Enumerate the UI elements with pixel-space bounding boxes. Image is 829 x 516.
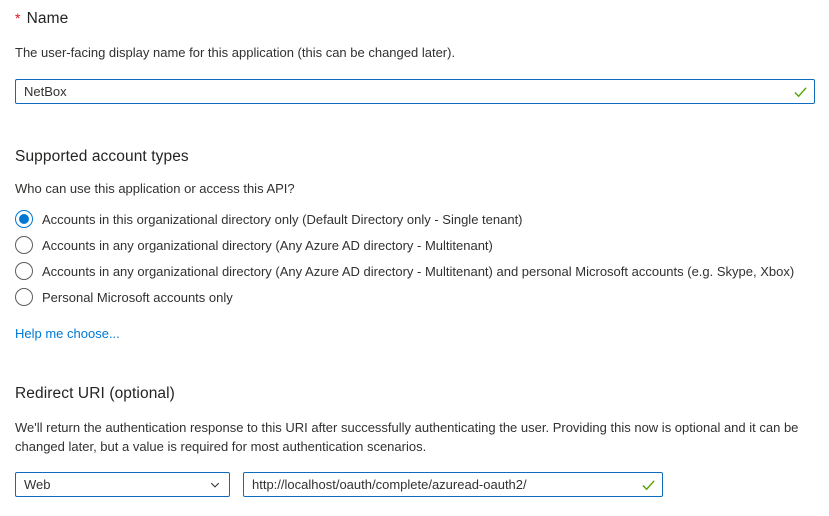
account-types-question: Who can use this application or access this API? xyxy=(15,181,295,196)
help-me-choose-link[interactable]: Help me choose... xyxy=(15,326,120,341)
account-type-option-label: Accounts in any organizational directory (Any Azure AD directory - Multitenant) xyxy=(42,237,493,253)
account-type-options xyxy=(15,206,815,310)
account-type-option-label: Accounts in any organizational directory (Any Azure AD directory - Multitenant) and personal Microsoft accounts (e.g. Skype, Xbox) xyxy=(42,263,795,279)
platform-dropdown[interactable] xyxy=(15,472,230,497)
account-types-title: Supported account types xyxy=(15,148,189,165)
redirect-uri-title: Redirect URI (optional) xyxy=(15,385,175,402)
valid-checkmark-icon xyxy=(793,84,808,99)
redirect-uri-description: We'll return the authentication response to this URI after successfully authenticating the user. Providing this now is optional and it can be changed later, but a value is required for most authentication scenarios. xyxy=(15,420,799,454)
required-asterisk: * xyxy=(15,10,21,26)
radio-button-icon[interactable] xyxy=(15,288,33,306)
account-type-option-multitenant-personal[interactable] xyxy=(15,258,815,284)
valid-checkmark-icon xyxy=(641,477,656,492)
name-input[interactable] xyxy=(15,79,815,104)
account-type-option-single-tenant[interactable] xyxy=(15,206,815,232)
redirect-uri-input-wrapper xyxy=(243,472,663,497)
redirect-uri-controls xyxy=(15,472,815,497)
name-title-text: Name xyxy=(26,10,69,27)
chevron-down-icon xyxy=(209,479,221,491)
account-type-option-multitenant[interactable] xyxy=(15,232,815,258)
account-type-option-personal-only[interactable] xyxy=(15,284,815,310)
account-type-option-label: Accounts in this organizational directory only (Default Directory only - Single tenant) xyxy=(42,211,523,227)
radio-button-icon[interactable] xyxy=(15,262,33,280)
radio-button-icon[interactable] xyxy=(15,210,33,228)
name-section-title xyxy=(15,10,815,28)
account-type-option-label: Personal Microsoft accounts only xyxy=(42,289,233,305)
redirect-uri-input[interactable] xyxy=(243,472,663,497)
name-input-wrapper xyxy=(15,79,815,104)
radio-button-icon[interactable] xyxy=(15,236,33,254)
name-description: The user-facing display name for this application (this can be changed later). xyxy=(15,45,456,60)
platform-dropdown-value: Web xyxy=(24,477,51,492)
